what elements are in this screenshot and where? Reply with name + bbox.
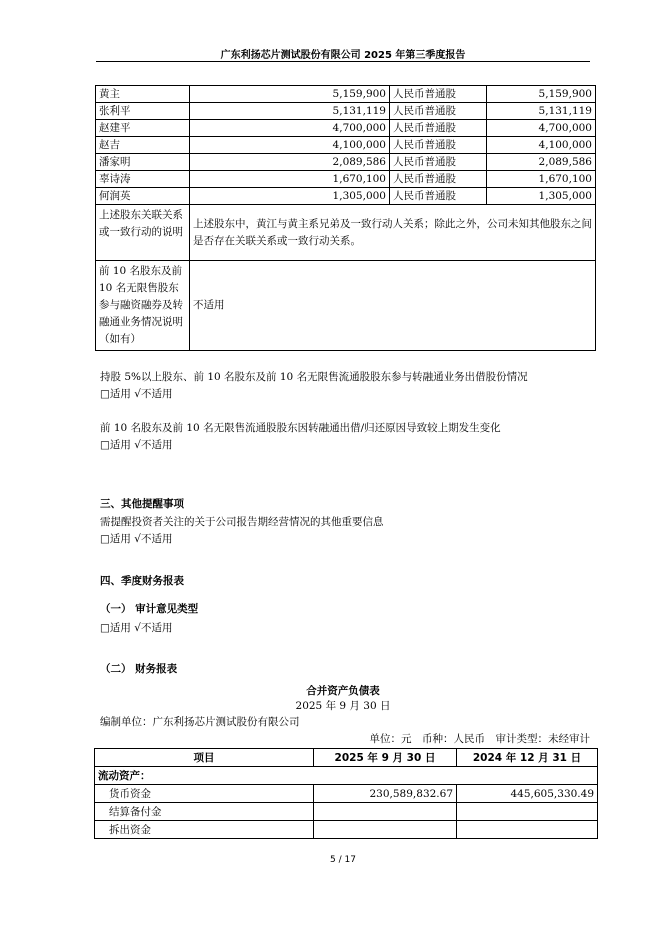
table-row: [96, 154, 596, 171]
related-parties-row: [96, 205, 596, 261]
holder-name: 辜诗涛: [96, 171, 190, 188]
holder-shares: 1,305,000: [190, 188, 390, 205]
balance-sheet-company: 编制单位：广东利扬芯片测试股份有限公司: [100, 716, 300, 728]
share-count: 5,131,119: [487, 103, 596, 120]
share-type: 人民币普通股: [390, 86, 487, 103]
holder-name: 何润英: [96, 188, 190, 205]
table-row: [96, 188, 596, 205]
table-header-row: [95, 749, 598, 767]
holder-shares: 4,700,000: [190, 120, 390, 137]
share-count: 4,100,000: [487, 137, 596, 154]
change-title: 前 10 名股东及前 10 名无限售流通股股东因转融通出借/归还原因导致较上期发生变化: [100, 422, 501, 434]
row-item: 结算备付金: [95, 803, 314, 821]
header-rule: [96, 61, 590, 62]
report-header: 广东利扬芯片测试股份有限公司 2025 年第三季度报告: [220, 50, 466, 61]
section-4-title: 四、季度财务报表: [100, 575, 184, 587]
table-row: [96, 171, 596, 188]
section-3-text: 需提醒投资者关注的关于公司报告期经营情况的其他重要信息: [100, 516, 384, 528]
holder-shares: 5,131,119: [190, 103, 390, 120]
share-type: 人民币普通股: [390, 120, 487, 137]
share-type: 人民币普通股: [390, 103, 487, 120]
column-header: 2024 年 12 月 31 日: [457, 749, 598, 767]
holder-name: 黄主: [96, 86, 190, 103]
audit-title: （一） 审计意见类型: [100, 603, 199, 615]
share-count: 4,700,000: [487, 120, 596, 137]
table-row: [95, 803, 598, 821]
row-item: 流动资产：: [95, 767, 598, 785]
margin-trading-row: [96, 261, 596, 351]
balance-sheet-title: 合并资产负债表: [306, 685, 380, 697]
share-count: 5,159,900: [487, 86, 596, 103]
share-type: 人民币普通股: [390, 154, 487, 171]
lending-title: 持股 5%以上股东、前 10 名股东及前 10 名无限售流通股股东参与转融通业务出借股份情况: [100, 371, 528, 383]
table-row: [95, 785, 598, 803]
share-type: 人民币普通股: [390, 171, 487, 188]
related-parties-text: 上述股东中，黄江与黄主系兄弟及一致行动人关系；除此之外，公司未知其他股东之间是否存在关联关系或一致行动关系。: [190, 205, 596, 261]
holder-name: 潘家明: [96, 154, 190, 171]
change-option: □适用 √不适用: [100, 439, 173, 451]
share-type: 人民币普通股: [390, 137, 487, 154]
row-value-prior: [457, 821, 598, 839]
balance-sheet-table: [94, 748, 598, 839]
holder-shares: 1,670,100: [190, 171, 390, 188]
share-count: 1,305,000: [487, 188, 596, 205]
column-header: 2025 年 9 月 30 日: [314, 749, 457, 767]
holder-shares: 5,159,900: [190, 86, 390, 103]
row-item: 拆出资金: [95, 821, 314, 839]
table-row: [96, 103, 596, 120]
row-value-current: 230,589,832.67: [314, 785, 457, 803]
section-3-option: □适用 √不适用: [100, 533, 173, 545]
holder-shares: 4,100,000: [190, 137, 390, 154]
share-type: 人民币普通股: [390, 188, 487, 205]
table-row: [96, 137, 596, 154]
margin-trading-text: 不适用: [190, 261, 596, 351]
related-parties-label: 上述股东关联关系或一致行动的说明: [96, 205, 190, 261]
share-count: 1,670,100: [487, 171, 596, 188]
row-value-prior: [457, 803, 598, 821]
share-count: 2,089,586: [487, 154, 596, 171]
balance-sheet-date: 2025 年 9 月 30 日: [295, 700, 391, 712]
section-3-title: 三、其他提醒事项: [100, 498, 184, 510]
margin-trading-label: 前 10 名股东及前 10 名无限售股东参与融资融券及转融通业务情况说明（如有）: [96, 261, 190, 351]
holder-name: 赵建平: [96, 120, 190, 137]
table-row: [95, 767, 598, 785]
row-value-current: [314, 803, 457, 821]
audit-option: □适用 √不适用: [100, 622, 173, 634]
lending-option: □适用 √不适用: [100, 388, 173, 400]
page-number: 5 / 17: [330, 855, 356, 865]
top-holders-table: [95, 85, 596, 351]
table-row: [96, 120, 596, 137]
column-header: 项目: [95, 749, 314, 767]
holder-name: 赵吉: [96, 137, 190, 154]
holder-shares: 2,089,586: [190, 154, 390, 171]
row-value-current: [314, 821, 457, 839]
row-value-prior: 445,605,330.49: [457, 785, 598, 803]
row-item: 货币资金: [95, 785, 314, 803]
table-row: [95, 821, 598, 839]
statements-title: （二） 财务报表: [100, 663, 178, 675]
table-row: [96, 86, 596, 103]
holder-name: 张利平: [96, 103, 190, 120]
balance-sheet-units: 单位：元 币种：人民币 审计类型：未经审计: [369, 733, 590, 745]
